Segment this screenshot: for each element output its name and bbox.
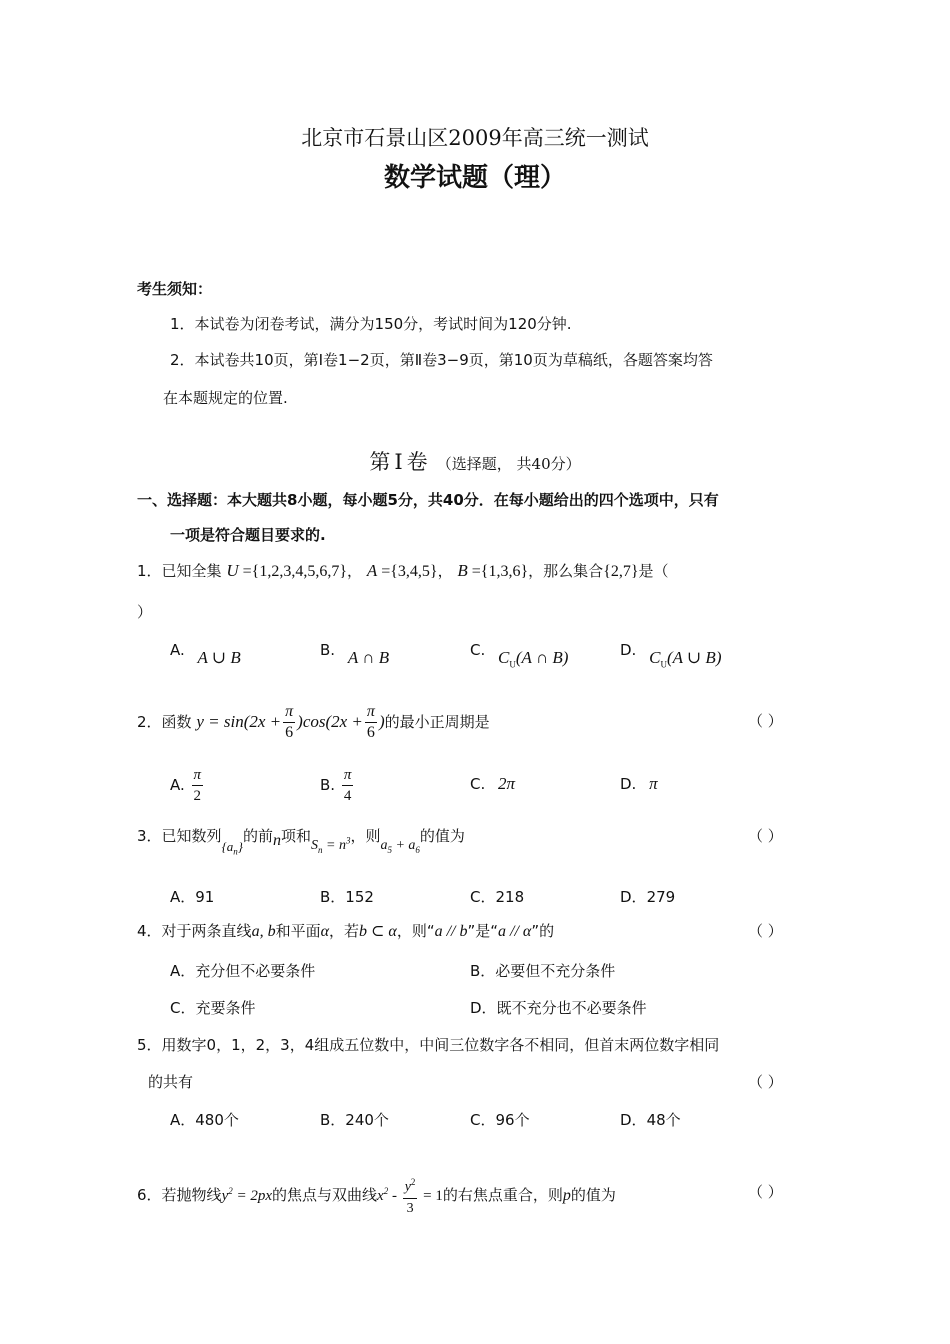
q3-option-c[interactable]: C．218 [470, 888, 525, 906]
answer-paren-q4[interactable]: （ ） [748, 922, 783, 940]
question-number: 6． [137, 1185, 162, 1204]
answer-paren-q6[interactable]: （ ） [748, 1183, 783, 1201]
q1-option-a[interactable]: A. A ∪ B [170, 641, 241, 667]
answer-paren-q3[interactable]: （ ） [748, 827, 783, 845]
part1-heading [0, 446, 950, 476]
answer-paren-q5[interactable]: （ ） [748, 1073, 783, 1091]
exam-subject-title: 数学试题（理） [383, 163, 566, 193]
q2-option-d[interactable]: D. π [620, 774, 658, 793]
q3-option-d[interactable]: D．279 [620, 888, 676, 906]
q2-option-b[interactable]: B. $\frac{\pi}{4}$ [320, 767, 352, 804]
q5-option-a[interactable]: A．480个 [170, 1111, 239, 1129]
part1-title: 第Ⅰ卷 [369, 450, 432, 474]
notice-item-1: 1．本试卷为闭卷考试，满分为150分，考试时间为120分钟. [170, 315, 572, 333]
question-3: 3．已知数列$\{a_n\}$的前n项和$S_n = n^3$，则$a_5 + a_6$的值为 [137, 827, 465, 857]
notice-item-2-cont: 在本题规定的位置. [163, 389, 288, 407]
fraction-pi-over-6: $\frac{\pi}{6}$ [285, 703, 294, 741]
section1-instruction: 一、选择题：本大题共8小题，每小题5分，共40分．在每小题给出的四个选项中，只有 [137, 491, 719, 509]
question-number: 1． [137, 562, 162, 580]
q5-option-b[interactable]: B．240个 [320, 1111, 389, 1129]
question-number: 5． [137, 1036, 162, 1054]
q2-option-a[interactable]: A. $\frac{\pi}{2}$ [170, 767, 202, 804]
question-1: 1．已知全集 U ={1,2,3,4,5,6,7}， A ={3,4,5}， B ={1,3,6}，那么集合{2,7}是（ [137, 561, 669, 580]
question-5-cont: 的共有 [148, 1073, 194, 1091]
q4-option-a[interactable]: A．充分但不必要条件 [170, 962, 316, 980]
notice-title: 考生须知： [137, 280, 213, 298]
question-number: 4． [137, 922, 162, 940]
question-6: 6．若抛物线$y^2 = 2px$的焦点与双曲线$x^2$ - $\frac{y^2}{3}$ = 1的右焦点重合，则p的值为 [137, 1172, 616, 1219]
part1-subtitle: （选择题， 共40分） [436, 455, 581, 473]
section1-instruction-cont: 一项是符合题目要求的. [170, 526, 326, 544]
q3-option-a[interactable]: A．91 [170, 888, 215, 906]
fraction-pi-over-6: $\frac{\pi}{6}$ [366, 703, 375, 741]
q4-option-d[interactable]: D．既不充分也不必要条件 [470, 999, 647, 1017]
question-number: 3． [137, 827, 162, 845]
q4-option-b[interactable]: B．必要但不充分条件 [470, 962, 616, 980]
q1-option-c[interactable]: C. $C_U(A$ ∩ B) [470, 641, 569, 670]
q3-option-b[interactable]: B．152 [320, 888, 374, 906]
fraction-y2-over-3: $\frac{y^2}{3}$ [403, 1172, 418, 1219]
question-1-close-paren: ） [137, 603, 153, 621]
universal-set-var: U [226, 561, 239, 580]
q4-option-c[interactable]: C．充要条件 [170, 999, 256, 1017]
q1-option-d[interactable]: D. $C_U(A$ ∪ B) [620, 641, 722, 670]
q5-option-c[interactable]: C．96个 [470, 1111, 530, 1129]
question-number: 2． [137, 713, 162, 731]
notice-item-2: 2．本试卷共10页，第Ⅰ卷1−2页，第Ⅱ卷3−9页，第10页为草稿纸，各题答案均答 [170, 351, 713, 369]
q2-option-c[interactable]: C. 2π [470, 774, 516, 793]
question-2: 2．函数 y = sin(2x + $\frac{\pi}{6}$ )cos(2x + $\frac{\pi}{6}$ )的最小正周期是 [137, 703, 490, 741]
q5-option-d[interactable]: D．48个 [620, 1111, 681, 1129]
question-4: 4．对于两条直线a, b和平面α，若b ⊂ α，则“a // b”是“a // α”的 [137, 922, 555, 940]
exam-region-title: 北京市石景山区2009年高三统一测试 [301, 126, 649, 150]
q1-option-b[interactable]: B. A ∩ B [320, 641, 390, 667]
answer-paren-q2[interactable]: （ ） [748, 712, 783, 730]
question-5: 5．用数字0，1，2，3，4组成五位数中，中间三位数字各不相同，但首末两位数字相同 [137, 1036, 720, 1054]
